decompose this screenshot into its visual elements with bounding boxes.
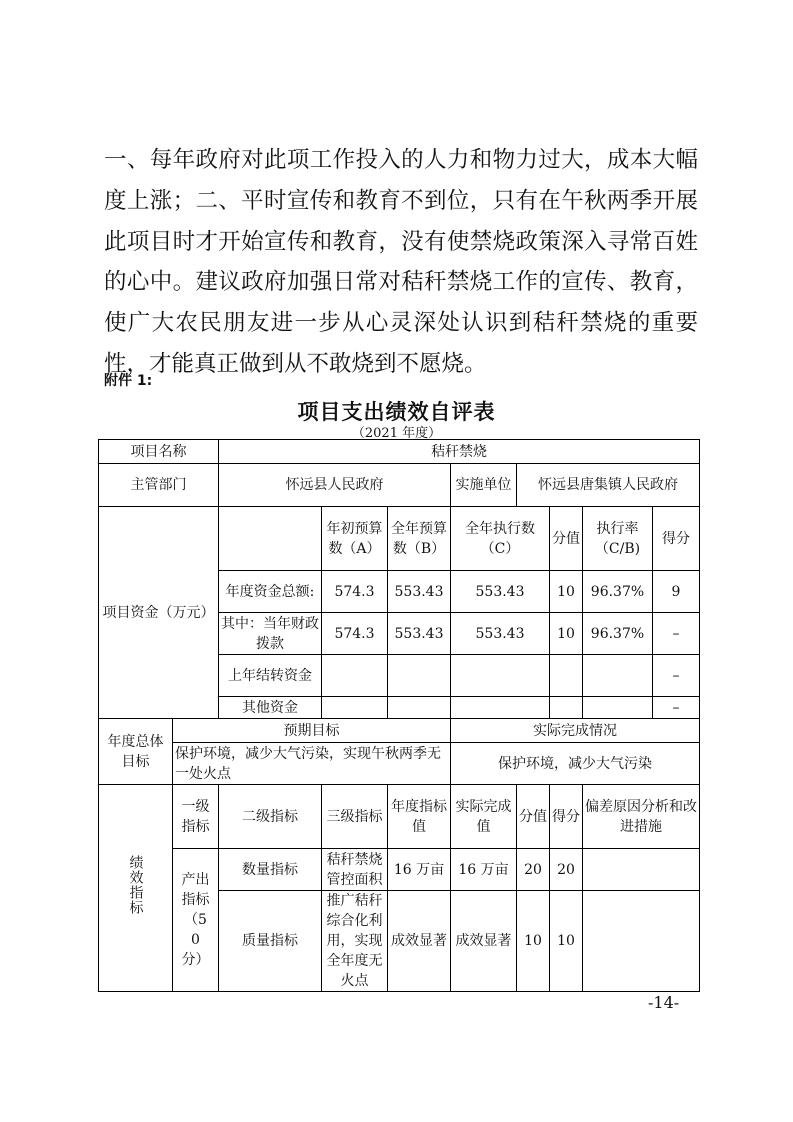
annual-goal-label: 年度总体目标 bbox=[99, 719, 173, 785]
funds-row-name: 其他资金 bbox=[219, 697, 322, 719]
funds-row-score: – bbox=[653, 655, 700, 697]
funds-row-score: 9 bbox=[653, 571, 700, 613]
funds-row-name: 年度资金总额: bbox=[219, 571, 322, 613]
funds-row-c: 553.43 bbox=[451, 571, 550, 613]
funds-header-b: 全年预算数（B） bbox=[388, 507, 451, 571]
indicators-label-text: 绩效指标 bbox=[127, 855, 144, 915]
indicator-score: 20 bbox=[550, 849, 583, 891]
project-name-label: 项目名称 bbox=[99, 440, 219, 464]
funds-row-a: 574.3 bbox=[322, 613, 388, 655]
funds-row-weight bbox=[550, 655, 583, 697]
indicator-target: 成效显著 bbox=[388, 891, 451, 992]
funds-row-name: 上年结转资金 bbox=[219, 655, 322, 697]
funds-row-weight: 10 bbox=[550, 613, 583, 655]
funds-row-name: 其中：当年财政拨款 bbox=[219, 613, 322, 655]
funds-row-score: – bbox=[653, 613, 700, 655]
funds-row-c bbox=[451, 697, 550, 719]
funds-row-b bbox=[388, 697, 451, 719]
impl-label: 实施单位 bbox=[451, 464, 517, 507]
indicator-l3: 秸秆禁烧管控面积 bbox=[322, 849, 388, 891]
annex-label: 附件 1: bbox=[104, 373, 153, 389]
dept-label: 主管部门 bbox=[99, 464, 219, 507]
funds-label: 项目资金（万元） bbox=[99, 507, 219, 719]
impl-unit-value: 怀远县唐集镇人民政府 bbox=[517, 464, 700, 507]
actual-goal-text: 保护环境，减少大气污染 bbox=[451, 743, 700, 785]
indicator-header: 一级指标 bbox=[173, 785, 219, 849]
level1-indicator: 产出指标（50分） bbox=[173, 849, 219, 992]
actual-goal-header: 实际完成情况 bbox=[451, 719, 700, 743]
funds-row-rate: 96.37% bbox=[583, 571, 653, 613]
indicator-weight: 10 bbox=[517, 891, 550, 992]
indicator-header: 二级指标 bbox=[219, 785, 322, 849]
table-subtitle: （2021 年度） bbox=[351, 426, 442, 441]
funds-row-b: 553.43 bbox=[388, 613, 451, 655]
expected-goal-text: 保护环境，减少大气污染，实现午秋两季无一处火点 bbox=[173, 743, 451, 785]
indicator-weight: 20 bbox=[517, 849, 550, 891]
funds-row-a bbox=[322, 697, 388, 719]
funds-row-rate: 96.37% bbox=[583, 613, 653, 655]
indicator-header: 实际完成值 bbox=[451, 785, 517, 849]
funds-row-b: 553.43 bbox=[388, 571, 451, 613]
indicator-l3: 推广秸秆综合化利用，实现全年度无火点 bbox=[322, 891, 388, 992]
funds-blank-header bbox=[219, 507, 322, 571]
funds-header-score: 得分 bbox=[653, 507, 700, 571]
dept-value: 怀远县人民政府 bbox=[219, 464, 451, 507]
funds-header-weight: 分值 bbox=[550, 507, 583, 571]
indicator-header: 分值 bbox=[517, 785, 550, 849]
funds-header-c: 全年执行数（C） bbox=[451, 507, 550, 571]
funds-row-c: 553.43 bbox=[451, 613, 550, 655]
expected-goal-header: 预期目标 bbox=[173, 719, 451, 743]
indicators-label bbox=[99, 785, 173, 992]
funds-row-a: 574.3 bbox=[322, 571, 388, 613]
indicator-header: 偏差原因分析和改进措施 bbox=[583, 785, 700, 849]
page-number: -14- bbox=[648, 993, 680, 1012]
funds-row-weight: 10 bbox=[550, 571, 583, 613]
project-name-value: 秸秆禁烧 bbox=[219, 440, 700, 464]
funds-row-b bbox=[388, 655, 451, 697]
indicator-note bbox=[583, 891, 700, 992]
performance-table bbox=[98, 439, 700, 992]
funds-row-score: – bbox=[653, 697, 700, 719]
indicator-note bbox=[583, 849, 700, 891]
indicator-header: 年度指标值 bbox=[388, 785, 451, 849]
indicator-header: 三级指标 bbox=[322, 785, 388, 849]
funds-header-rate: 执行率（C/B) bbox=[583, 507, 653, 571]
indicator-l2: 质量指标 bbox=[219, 891, 322, 992]
funds-row-rate bbox=[583, 697, 653, 719]
indicator-score: 10 bbox=[550, 891, 583, 992]
funds-row-rate bbox=[583, 655, 653, 697]
funds-row-a bbox=[322, 655, 388, 697]
table-title: 项目支出绩效自评表 bbox=[297, 400, 496, 424]
indicator-target: 16 万亩 bbox=[388, 849, 451, 891]
indicator-l2: 数量指标 bbox=[219, 849, 322, 891]
body-paragraph: 一、每年政府对此项工作投入的人力和物力过大，成本大幅度上涨；二、平时宣传和教育不到位，只有在午秋两季开展此项目时才开始宣传和教育，没有使禁烧政策深入寻常百姓的心中。建议政府加强日常对秸秆禁烧工作的宣传、教育，使广大农民朋友进一步从心灵深处认识到秸秆禁烧的重要性，才能真正做到从不敢烧到不愿烧。 bbox=[104, 147, 698, 377]
funds-header-a: 年初预算数（A） bbox=[322, 507, 388, 571]
indicator-header: 得分 bbox=[550, 785, 583, 849]
indicator-actual: 16 万亩 bbox=[451, 849, 517, 891]
indicator-actual: 成效显著 bbox=[451, 891, 517, 992]
funds-row-weight bbox=[550, 697, 583, 719]
funds-row-c bbox=[451, 655, 550, 697]
